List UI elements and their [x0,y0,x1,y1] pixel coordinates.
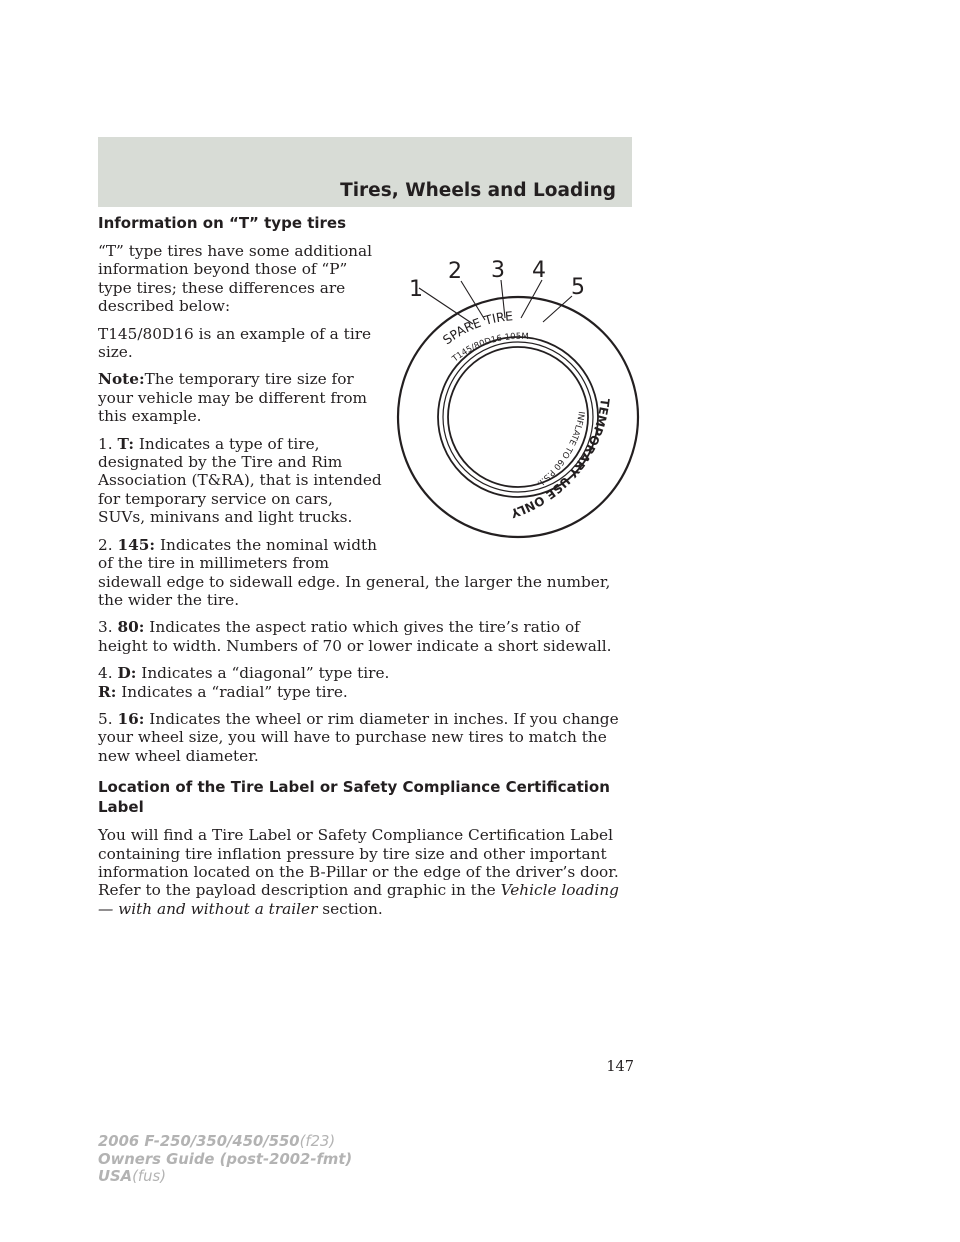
section-heading-tire-label-location: Location of the Tire Label or Safety Compliance Certification Label [98,778,610,817]
footer-model: 2006 F-250/350/450/550 [98,1133,300,1150]
list-item [98,618,628,655]
footer-line-region [98,1168,352,1186]
callout-3: 3 [491,258,505,283]
paragraph-text: You will find a Tire Label or Safety Compliance Certification Label containing tire inflation pressure by tire size and other important information located on the B-Pillar or the edge of the driver’s door. Refer to the payload description and graphic in the [98,826,619,900]
note-paragraph [98,370,383,425]
item-text: Indicates the wheel or rim diameter in inches. If you change your wheel size, you will have to purchase new tires to match the new wheel diameter. [98,709,619,765]
callout-1: 1 [409,277,423,302]
callout-5: 5 [571,275,585,300]
chapter-title: Tires, Wheels and Loading [340,180,616,201]
item-term: 16: [117,709,145,728]
footer-model-code: (f23) [299,1133,336,1150]
item-term: D: [117,664,137,683]
item-number: 2. [98,535,113,554]
item-term: T: [117,434,134,453]
item-text: Indicates a type of tire, designated by the Tire and Rim Association (T&RA), that is intended for temporary service on cars, SUVs, minivans and light trucks. [98,434,382,527]
section-reference: Vehicle loading — with and without a trailer [98,881,619,918]
tire-diagram [395,248,640,543]
page-number: 147 [606,1059,634,1075]
arc-text: INFLATE TO 60 P.S.I. [534,410,586,489]
footer-region: USA [98,1168,133,1185]
callout-2: 2 [448,259,462,284]
list-item [98,710,628,765]
item-text: Indicates the nominal width of the tire in millimeters from [98,535,377,573]
example-paragraph: T145/80D16 is an example of a tire size. [98,324,372,362]
note-text: The temporary tire size for your vehicle may be different from this example. [98,370,368,426]
list-item-sub [98,683,628,701]
item-term: 145: [117,535,156,554]
paragraph-text: section. [317,899,383,918]
item-number: 3. [98,618,113,637]
intro-paragraph: “T” type tires have some additional information beyond those of “P” type tires; these differences are described below: [98,242,373,316]
arc-text: TEMPORARY USE ONLY [509,397,612,521]
list-item [98,664,628,682]
note-label: Note: [98,370,145,389]
list-item [98,435,383,527]
item-number: 1. [98,434,113,453]
item-number: 4. [98,664,113,683]
header-band [98,137,632,207]
item-text: Indicates a “radial” type tire. [121,682,348,701]
item-text: Indicates the aspect ratio which gives the tire’s ratio of height to width. Numbers of 70 or lower indicate a short sidewall. [98,618,612,655]
list-item [98,536,383,573]
section-heading-t-type-tires: Information on “T” type tires [98,214,347,232]
footer-line-model [98,1133,352,1151]
item-text: Indicates a “diagonal” type tire. [141,664,390,683]
item-term: R: [98,682,117,701]
footer-line-guide: Owners Guide (post-2002-fmt) [98,1150,353,1168]
footer-region-code: (fus) [132,1168,166,1185]
tire-sidewall-figure [395,248,640,543]
item-term: 80: [117,618,145,637]
label-location-paragraph [98,826,628,918]
arc-text: SPARE TIRE [439,308,514,348]
leader-line-1 [419,288,473,324]
rim-inner-ring [448,347,588,487]
arc-text: T145/80D16 105M [450,331,529,365]
callout-4: 4 [532,258,546,283]
list-item-continuation: sidewall edge to sidewall edge. In general, the larger the number, the wider the tire. [98,572,611,609]
item-number: 5. [98,709,113,728]
document-footer [98,1133,352,1186]
